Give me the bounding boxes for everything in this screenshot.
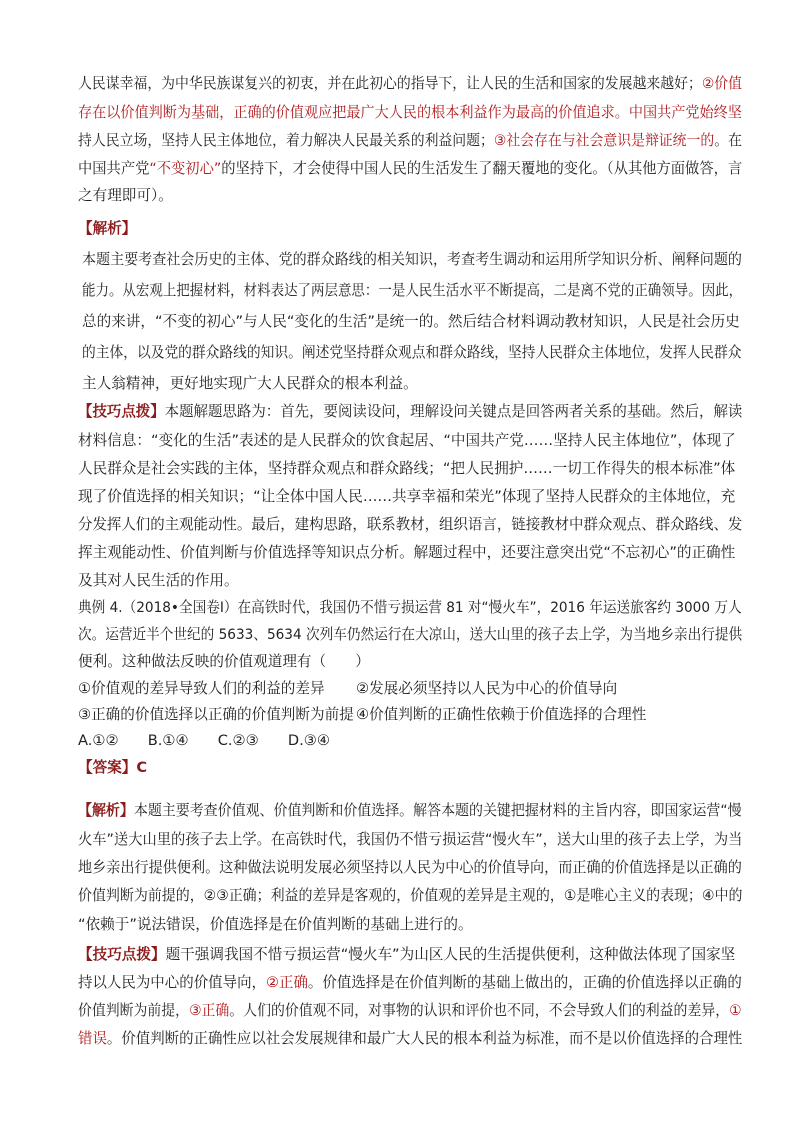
section-label: 【技巧点拨】 [78, 403, 165, 420]
text-run: 的主体，以及党的群众路线的知识。阐述党坚持群众观点和群众路线，坚持人民群众主体地位，发挥人民群众 [82, 344, 742, 361]
text-run: 现了价值选择的相关知识；“让全体中国人民……共享幸福和荣光”体现了坚持人民群众的主体地位，充 [78, 488, 736, 505]
analysis-line [78, 801, 742, 821]
text-run: 持人民立场，坚持人民主体地位，着力解决人民最关系的利益问题； [78, 132, 494, 149]
tip-line [78, 487, 735, 507]
answer-paragraph-line [78, 131, 742, 151]
text-run: 之有理即可）。 [78, 187, 173, 204]
text-run: 材料信息：“变化的生活”表述的是人民群众的饮食起居、“中国共产党……坚持人民主体地位”，体现了 [78, 432, 736, 449]
text-run: 能力。从宏观上把握材料，材料表达了两层意思：一是人民生活水平不断提高，二是离不党的正确领导。因此， [82, 282, 743, 299]
text-run: “依赖于”说法错误，价值选择是在价值判断的基础上进行的。 [78, 916, 473, 933]
text-run: 主人翁精神，更好地实现广大人民群众的根本利益。 [82, 375, 418, 392]
text-run: 价值判断为前提的，②③正确；利益的差异是客观的，价值观的差异是主观的，①是唯心主义的表现；④中的 [78, 887, 743, 904]
section-label: 【技巧点拨】 [78, 946, 166, 963]
text-run: 分发挥人们的主观能动性。最后，建构思路，联系教材，组织语言，链接教材中群众观点、群众路线、发 [78, 516, 743, 533]
tip-line [78, 571, 239, 591]
section-label: 【答案】 [78, 759, 137, 776]
highlight-text: ③正确 [189, 1002, 230, 1019]
option-row [356, 679, 617, 699]
text-run: 。价值选择是在价值判断的基础上做出的，正确的价值选择以正确的 [307, 974, 742, 991]
tip-line [78, 459, 735, 479]
text-run: 火车”送大山里的孩子去上学。在高铁时代，我国仍不惜亏损运营“慢火车”，送大山里的孩子去上学，为当 [78, 831, 743, 848]
analysis-line [82, 250, 742, 270]
answer-line [78, 758, 147, 778]
analysis-line [82, 312, 740, 332]
highlight-text: ②正确 [266, 974, 308, 991]
analysis-line [78, 858, 742, 878]
text-run: 持以人民为中心的价值导向， [78, 974, 267, 991]
answer-paragraph-line [78, 103, 742, 123]
example-question-line [78, 598, 742, 618]
answer-paragraph-line [78, 159, 742, 179]
text-run: 挥主观能动性、价值判断与价值选择等知识点分析。解题过程中，还要注意突出党“不忘初心”的正确性 [78, 544, 736, 561]
text-run: 价值判断为前提， [78, 1002, 190, 1019]
answer-paragraph-line [78, 74, 742, 94]
tip-line [78, 431, 736, 451]
section-label: 【解析】 [78, 802, 134, 819]
analysis-line [78, 886, 742, 906]
text-run: 便利。这种做法反映的价值观道理有（ ） [78, 653, 370, 670]
analysis-line [78, 915, 473, 935]
text-run: 典例 4.（2018•全国卷Ⅰ）在高铁时代，我国仍不惜亏损运营 81 对“慢火车”，2016 年运送旅客约 3000 万人 [78, 599, 742, 616]
tip-line [78, 402, 742, 422]
text-run: 人民群众是社会实践的主体，坚持群众观点和群众路线；“把人民拥护……一切工作得失的根本标准”体 [78, 460, 736, 477]
analysis-line [82, 343, 742, 363]
option-4: ④价值判断的正确性依赖于价值选择的合理性 [356, 706, 647, 723]
text-run: 地乡亲出行提供便利。这种做法说明发展必须坚持以人民为中心的价值导向，而正确的价值选择是以正确的 [78, 859, 742, 876]
tip-line [78, 515, 742, 535]
text-run: 。价值判断的正确性应以社会发展规律和最广大人民的根本利益为标准，而不是以价值选择的合理性 [106, 1030, 743, 1047]
answer-choices [78, 731, 330, 751]
analysis-line [82, 281, 742, 301]
tip-line [78, 973, 742, 993]
answer-value: C [136, 759, 148, 776]
tip-line [78, 1029, 742, 1049]
section-label: 【解析】 [78, 220, 137, 237]
highlight-text: “不变初心” [149, 160, 222, 177]
highlight-text: 存在以价值判断为基础，正确的价值观应把最广大人民的根本利益作为最高的价值追求。中国共产党始终坚 [78, 104, 742, 121]
text-run: 及其对人民生活的作用。 [78, 572, 239, 589]
text-run: 中国共产党 [78, 160, 150, 177]
text-run: 。人们的价值观不同，对事物的认识和评价也不同，不会导致人们的利益的差异， [229, 1002, 730, 1019]
example-question-line [78, 652, 370, 672]
answer-paragraph-line [78, 186, 173, 206]
option-3: ③正确的价值选择以正确的价值判断为前提 [78, 706, 354, 723]
option-row [78, 705, 354, 725]
text-run: 本题解题思路为：首先，要阅读设问，理解设问关键点是回答两者关系的基础。然后，解读 [164, 403, 743, 420]
option-row [78, 679, 325, 699]
analysis-line [82, 374, 418, 394]
highlight-text: ②价值 [701, 75, 742, 92]
highlight-text: 错误 [78, 1030, 107, 1047]
text-run: 本题主要考查社会历史的主体、党的群众路线的相关知识，考查考生调动和运用所学知识分析、阐释问题的 [82, 251, 742, 268]
analysis-line [78, 830, 742, 850]
text-run: 次。运营近半个世纪的 5633、5634 次列车仍然运行在大凉山，送大山里的孩子去上学，为当地乡亲出行提供 [78, 626, 743, 643]
example-question-line [78, 625, 742, 645]
analysis-heading [78, 219, 136, 239]
text-run: 的坚持下，才会使得中国人民的生活发生了翻天覆地的变化。（从其他方面做答，言 [221, 160, 743, 177]
text-run: A.①② B.①④ C.②③ D.③④ [78, 732, 330, 749]
highlight-text: ① [729, 1002, 742, 1019]
text-run: 总的来讲，“不变的初心”与人民“变化的生活”是统一的。然后结合材料调动教材知识，人民是社会历史 [82, 313, 740, 330]
tip-line [78, 543, 735, 563]
text-run: 题干强调我国不惜亏损运营“慢火车”为山区人民的生活提供便利，这种做法体现了国家坚 [165, 946, 736, 963]
text-run: 本题主要考查价值观、价值判断和价值选择。解答本题的关键把握材料的主旨内容，即国家运营“慢 [133, 802, 742, 819]
tip-line [78, 1001, 742, 1021]
option-row [356, 705, 646, 725]
option-1: ①价值观的差异导致人们的利益的差异 [78, 680, 325, 697]
text-run: 。在 [714, 132, 743, 149]
highlight-text: ③社会存在与社会意识是辩证统一的 [493, 132, 715, 149]
tip-line [78, 945, 735, 965]
option-2: ②发展必须坚持以人民为中心的价值导向 [356, 680, 618, 697]
text-run: 人民谋幸福，为中华民族谋复兴的初衷，并在此初心的指导下，让人民的生活和国家的发展越来越好； [78, 75, 702, 92]
